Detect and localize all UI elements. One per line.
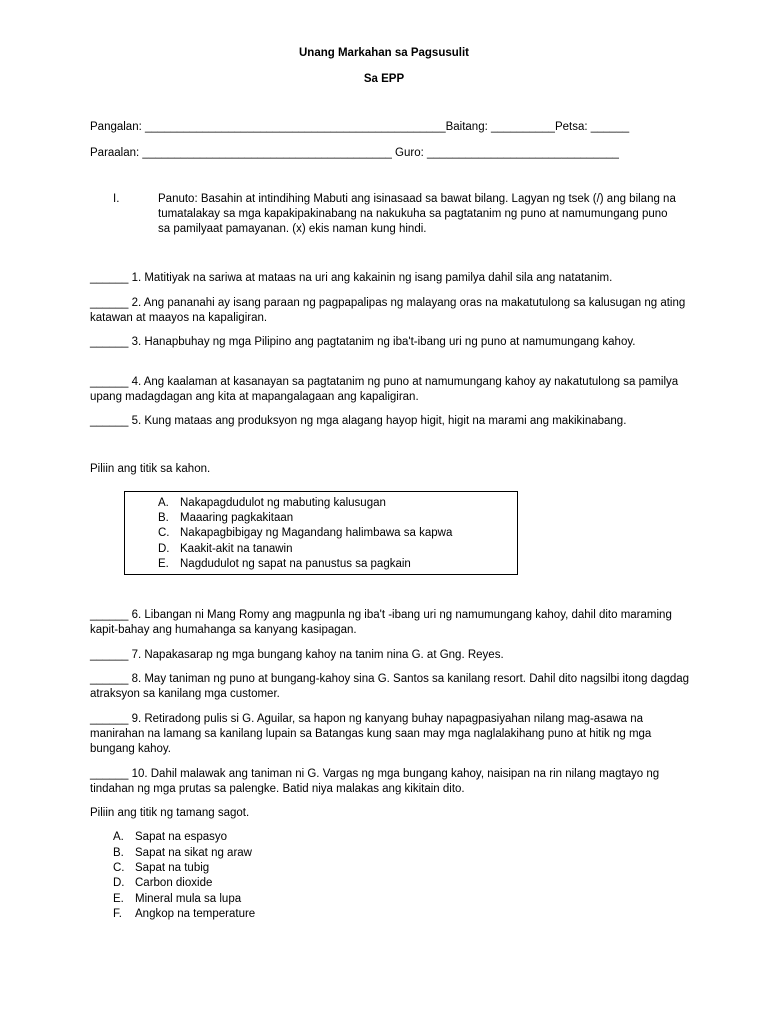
school-teacher-line: Paraalan: _______________________________________ Guro: ______________________________ [90,147,619,159]
question-7: ______ 7. Napakasarap ng mga bungang kahoy na tanim nina G. at Gng. Reyes. [90,649,504,661]
box-instruction: Piliin ang titik sa kahon. [90,463,211,475]
answer-choice-c: C. Sapat na tubig [113,862,210,874]
answer-choice-d: D. Carbon dioxide [113,877,213,889]
question-9: ______ 9. Retiradong pulis si G. Aguilar, sa hapon ng kanyang buhay napagpasiyahan nilang mag-asawa na manirahan na lamang sa kanilang lupain sa Batangas kung saan may mga naglalakihang puno at hitik ng mga bungang kahoy. [90,713,652,755]
instruction-text: Panuto: Basahin at intindihing Mabuti ang isinasaad sa bawat bilang. Lagyan ng tsek (/) ang bilang na tumatalakay sa mga kapakipakinabang na nakukuha sa pagtatanim ng puno at namumungang puno sa pamilyaat pamayanan. (x) ekis naman kung hindi. [158,193,676,235]
answer-choice-b: B. Sapat na sikat ng araw [113,847,252,859]
page-title: Unang Markahan sa Pagsusulit [299,47,469,59]
page-subtitle: Sa EPP [363,73,405,85]
box-choice-e: E. Nagdudulot ng sapat na panustus sa pagkain [158,558,411,570]
question-5: ______ 5. Kung mataas ang produksyon ng mga alagang hayop higit, higit na marami ang makikinabang. [90,415,627,427]
box-choice-d: D. Kaakit-akit na tanawin [158,543,293,555]
answer-choice-e: E. Mineral mula sa lupa [113,893,242,905]
question-8: ______ 8. May taniman ng puno at bungang-kahoy sina G. Santos sa kanilang resort. Dahil dito nagsilbi itong dagdag atraksyon sa kanilang mga customer. [90,673,690,700]
answer-choice-a: A. Sapat na espasyo [113,831,228,843]
choices-box [124,491,518,575]
box-choice-c: C. Nakapagbibigay ng Magandang halimbawa sa kapwa [158,527,453,539]
box-choice-a: A. Nakapagdudulot ng mabuting kalusugan [158,497,386,509]
question-3: ______ 3. Hanapbuhay ng mga Pilipino ang pagtatanim ng iba't-ibang uri ng puno at namumungang kahoy. [90,336,636,348]
question-2: ______ 2. Ang pananahi ay isang paraan ng pagpapalipas ng malayang oras na makatutulong sa kalusugan ng ating katawan at maayos na kapaligiran. [90,297,686,324]
answer-choice-f: F. Angkop na temperature [113,908,256,920]
instruction-number: I. [113,193,120,205]
question-4: ______ 4. Ang kaalaman at kasanayan sa pagtatanim ng puno at namumungang kahoy ay nakatutulong sa pamilya upang madagdagan ang kita at mapangalagaan ang kapaligiran. [90,376,679,403]
box-choice-b: B. Maaaring pagkakitaan [158,512,294,524]
question-1: ______ 1. Matitiyak na sariwa at mataas na uri ang kakainin ng isang pamilya dahil sila ang natatanim. [90,272,613,284]
name-grade-date-line: Pangalan: _______________________________________________Baitang: __________Petsa: ______ [90,121,630,133]
answer-instruction: Piliin ang titik ng tamang sagot. [90,807,250,819]
question-6: ______ 6. Libangan ni Mang Romy ang magpunla ng iba't -ibang uri ng namumungang kahoy, dahil dito maraming kapit-bahay ang humahanga sa kanyang kasipagan. [90,609,672,636]
question-10: ______ 10. Dahil malawak ang taniman ni G. Vargas ng mga bungang kahoy, naisipan na rin nilang magtayo ng tindahan ng mga prutas sa palengke. Batid niya malakas ang kikitain dito. [90,768,660,795]
